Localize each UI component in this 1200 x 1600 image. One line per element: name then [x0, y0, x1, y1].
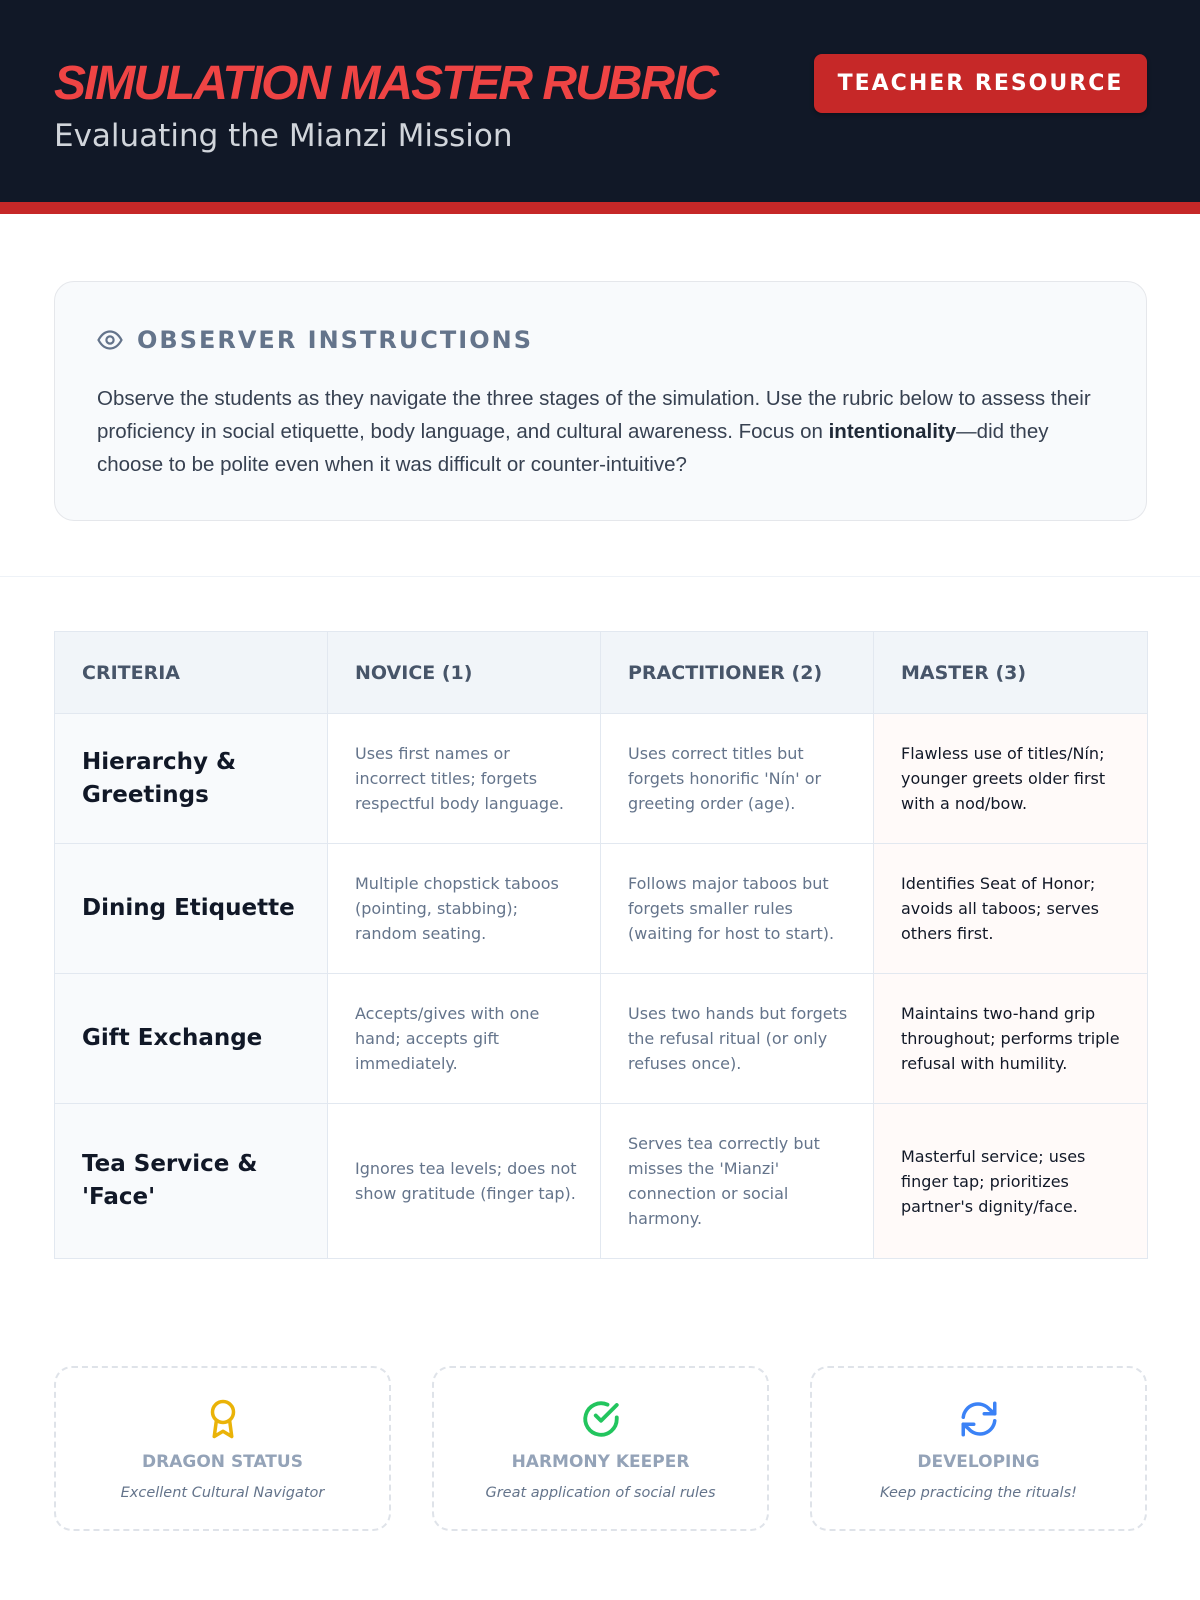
observer-instructions-panel: [54, 281, 1147, 521]
instructions-text-start: Observe the students as they navigate the three stages of the simulation. Use the rubric below to assess their proficiency in social etiquette, body language, and cultural awareness. Focus on: [97, 387, 1091, 443]
table-row: [55, 714, 1148, 844]
criteria-cell: [55, 1104, 328, 1259]
status-card-dragon: [54, 1366, 391, 1531]
master-cell: [874, 974, 1148, 1104]
practitioner-cell: [601, 1104, 874, 1259]
novice-cell: [328, 974, 601, 1104]
status-card-title: DEVELOPING: [917, 1452, 1040, 1472]
teacher-resource-badge: TEACHER RESOURCE: [814, 54, 1147, 113]
check-circle-icon: [580, 1398, 622, 1440]
page-subtitle: Evaluating the Mianzi Mission: [54, 118, 513, 154]
master-description: Identifies Seat of Honor; avoids all taboos; serves others first.: [901, 874, 1099, 943]
practitioner-cell: [601, 844, 874, 974]
page-header: [0, 0, 1200, 214]
instructions-emphasis: intentionality: [828, 420, 957, 443]
criteria-cell: [55, 844, 328, 974]
criteria-label: Dining Etiquette: [82, 895, 295, 921]
refresh-icon: [958, 1398, 1000, 1440]
novice-description: Multiple chopstick taboos (pointing, stabbing); random seating.: [355, 874, 559, 943]
master-description: Maintains two-hand grip throughout; performs triple refusal with humility.: [901, 1004, 1120, 1073]
criteria-cell: [55, 974, 328, 1104]
novice-description: Uses first names or incorrect titles; forgets respectful body language.: [355, 744, 565, 813]
practitioner-description: Follows major taboos but forgets smaller rules (waiting for host to start).: [628, 874, 835, 943]
novice-cell: [328, 714, 601, 844]
award-ribbon-icon: [202, 1398, 244, 1440]
status-card-developing: [810, 1366, 1147, 1531]
status-card-subtitle: Keep practicing the rituals!: [880, 1485, 1077, 1501]
table-header-row: [55, 632, 1148, 714]
novice-description: Ignores tea levels; does not show gratitude (finger tap).: [355, 1159, 577, 1203]
status-card-subtitle: Excellent Cultural Navigator: [120, 1485, 325, 1501]
novice-cell: [328, 844, 601, 974]
practitioner-description: Serves tea correctly but misses the 'Mianzi' connection or social harmony.: [628, 1134, 820, 1228]
instructions-text: [97, 382, 1107, 481]
header-novice: NOVICE (1): [328, 632, 601, 714]
criteria-label: Gift Exchange: [82, 1025, 263, 1051]
criteria-label: Tea Service & 'Face': [82, 1151, 258, 1210]
status-cards: [54, 1366, 1147, 1531]
master-cell: [874, 844, 1148, 974]
master-cell: [874, 714, 1148, 844]
practitioner-description: Uses correct titles but forgets honorific 'Nín' or greeting order (age).: [628, 744, 822, 813]
novice-cell: [328, 1104, 601, 1259]
section-divider: [0, 576, 1200, 577]
page-title: SIMULATION MASTER RUBRIC: [54, 57, 718, 110]
status-card-harmony: [432, 1366, 769, 1531]
master-cell: [874, 1104, 1148, 1259]
status-card-title: DRAGON STATUS: [142, 1452, 303, 1472]
eye-icon: [97, 330, 123, 350]
header-master: MASTER (3): [874, 632, 1148, 714]
master-description: Masterful service; uses finger tap; prioritizes partner's dignity/face.: [901, 1146, 1086, 1216]
rubric-table: [54, 631, 1148, 1259]
practitioner-cell: [601, 974, 874, 1104]
practitioner-description: Uses two hands but forgets the refusal ritual (or only refuses once).: [628, 1004, 848, 1073]
instructions-text-end: —did they choose to be polite even when it was difficult or counter-intuitive?: [97, 420, 1049, 476]
practitioner-cell: [601, 714, 874, 844]
instructions-title: OBSERVER INSTRUCTIONS: [137, 326, 533, 354]
header-criteria: CRITERIA: [55, 632, 328, 714]
header-practitioner: PRACTITIONER (2): [601, 632, 874, 714]
status-card-title: HARMONY KEEPER: [511, 1452, 690, 1472]
criteria-cell: [55, 714, 328, 844]
table-row: [55, 844, 1148, 974]
novice-description: Accepts/gives with one hand; accepts gift immediately.: [355, 1004, 540, 1073]
criteria-label: Hierarchy & Greetings: [82, 748, 237, 808]
master-description: Flawless use of titles/Nín; younger greets older first with a nod/bow.: [901, 744, 1106, 813]
instructions-heading: [97, 326, 533, 354]
status-card-subtitle: Great application of social rules: [485, 1485, 716, 1501]
table-row: [55, 974, 1148, 1104]
table-row: [55, 1104, 1148, 1259]
